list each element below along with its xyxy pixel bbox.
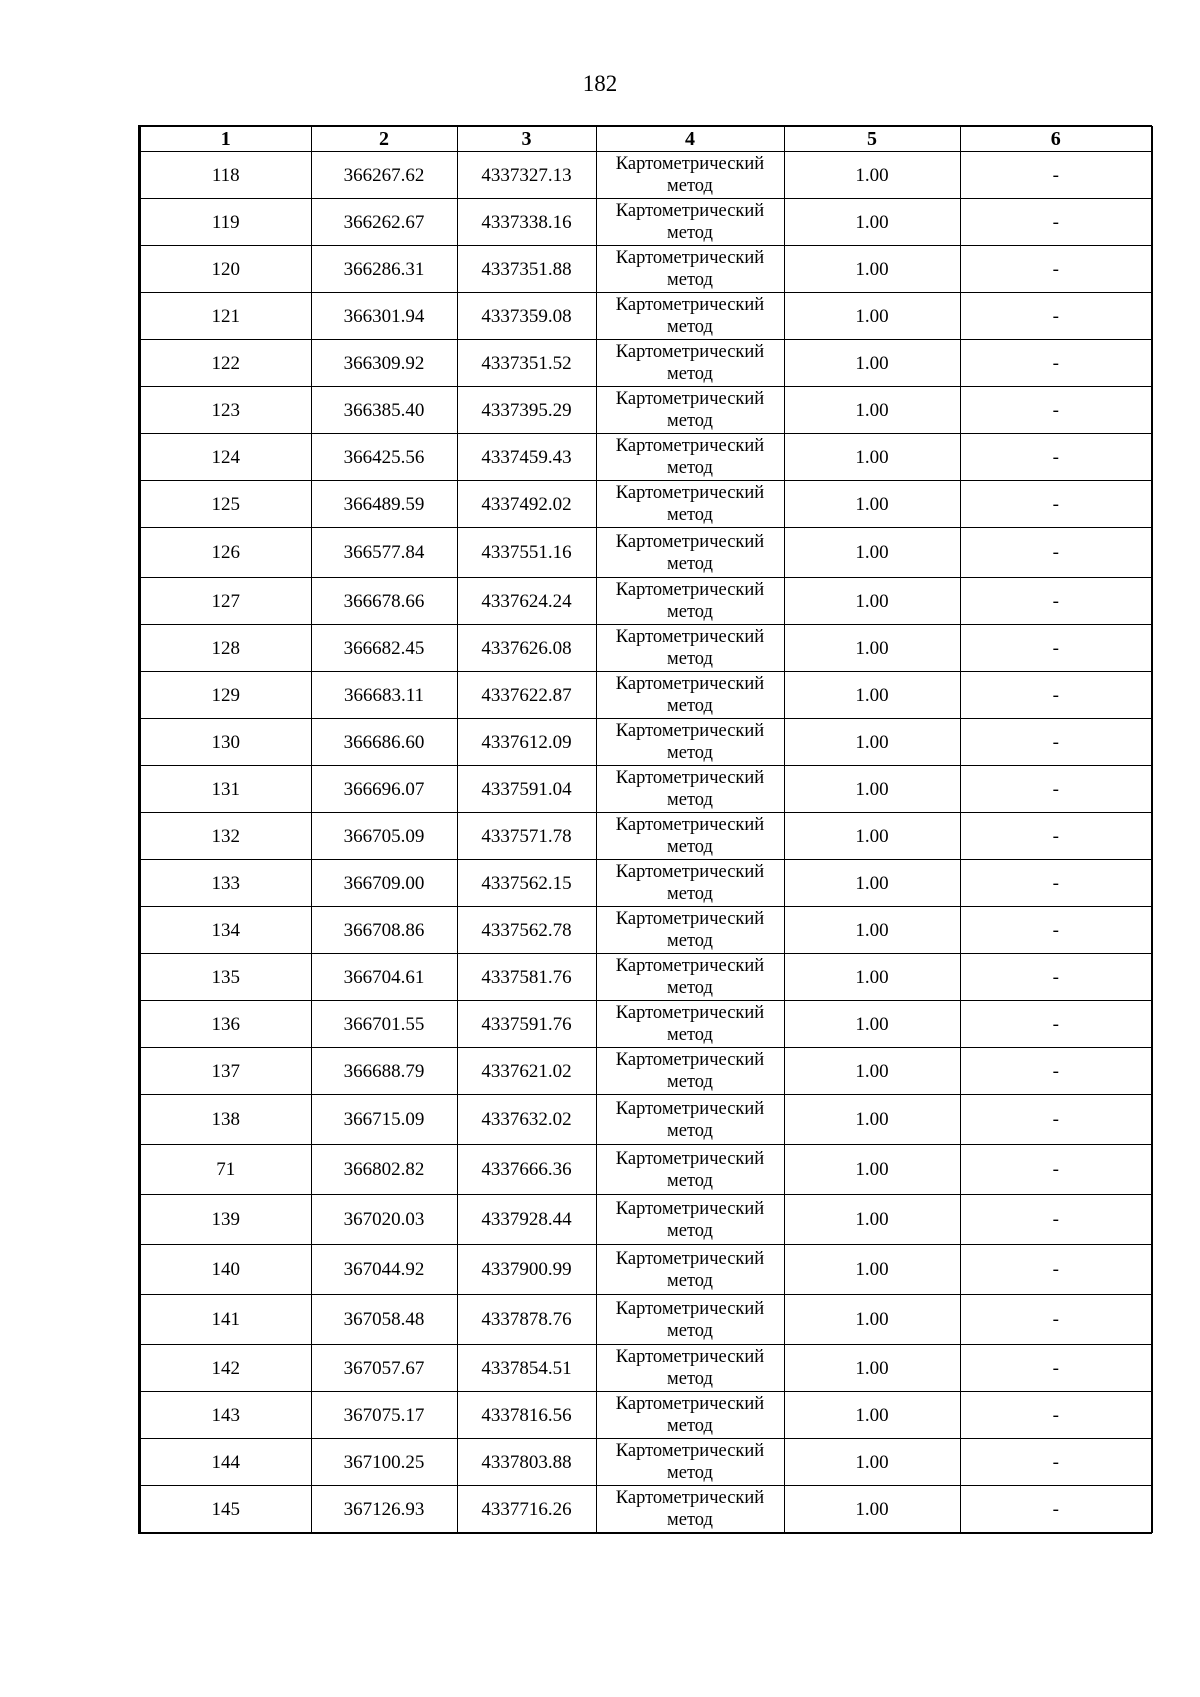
x-coordinate-cell: 366425.56 bbox=[311, 434, 457, 481]
note-cell: - bbox=[960, 1095, 1152, 1145]
x-coordinate-cell: 366683.11 bbox=[311, 672, 457, 719]
y-coordinate-cell: 4337591.04 bbox=[457, 766, 596, 813]
point-number-cell: 141 bbox=[140, 1295, 311, 1345]
note-cell: - bbox=[960, 481, 1152, 528]
y-coordinate-cell: 4337338.16 bbox=[457, 199, 596, 246]
note-cell: - bbox=[960, 1245, 1152, 1295]
accuracy-cell: 1.00 bbox=[784, 152, 960, 199]
y-coordinate-cell: 4337612.09 bbox=[457, 719, 596, 766]
method-line-2: метод bbox=[667, 978, 713, 998]
point-number-cell: 120 bbox=[140, 246, 311, 293]
table-row bbox=[140, 199, 1152, 246]
method-line-1: Картометрический bbox=[615, 580, 765, 600]
method-cell bbox=[596, 1439, 784, 1486]
method-cell bbox=[596, 719, 784, 766]
point-number-cell: 138 bbox=[140, 1095, 311, 1145]
y-coordinate-cell: 4337621.02 bbox=[457, 1048, 596, 1095]
y-coordinate-cell: 4337632.02 bbox=[457, 1095, 596, 1145]
x-coordinate-cell: 366705.09 bbox=[311, 813, 457, 860]
method-line-2: метод bbox=[667, 1025, 713, 1045]
table-row bbox=[140, 481, 1152, 528]
method-cell bbox=[596, 1295, 784, 1345]
accuracy-cell: 1.00 bbox=[784, 293, 960, 340]
method-line-2: метод bbox=[667, 176, 713, 196]
accuracy-cell: 1.00 bbox=[784, 434, 960, 481]
column-header: 2 bbox=[311, 127, 457, 152]
method-line-2: метод bbox=[667, 1072, 713, 1092]
accuracy-cell: 1.00 bbox=[784, 625, 960, 672]
method-line-1: Картометрический bbox=[615, 1441, 765, 1461]
y-coordinate-cell: 4337395.29 bbox=[457, 387, 596, 434]
method-line-2: метод bbox=[667, 1120, 713, 1141]
accuracy-cell: 1.00 bbox=[784, 481, 960, 528]
method-cell bbox=[596, 860, 784, 907]
method-line-1: Картометрический bbox=[615, 201, 765, 221]
method-cell bbox=[596, 1145, 784, 1195]
method-cell bbox=[596, 481, 784, 528]
table-row bbox=[140, 1392, 1152, 1439]
point-number-cell: 123 bbox=[140, 387, 311, 434]
method-cell bbox=[596, 1001, 784, 1048]
coordinates-table bbox=[139, 126, 1153, 1533]
y-coordinate-cell: 4337878.76 bbox=[457, 1295, 596, 1345]
y-coordinate-cell: 4337551.16 bbox=[457, 528, 596, 578]
method-line-1: Картометрический bbox=[615, 1003, 765, 1023]
y-coordinate-cell: 4337928.44 bbox=[457, 1195, 596, 1245]
table-row bbox=[140, 1145, 1152, 1195]
y-coordinate-cell: 4337626.08 bbox=[457, 625, 596, 672]
method-cell bbox=[596, 766, 784, 813]
x-coordinate-cell: 366701.55 bbox=[311, 1001, 457, 1048]
y-coordinate-cell: 4337900.99 bbox=[457, 1245, 596, 1295]
accuracy-cell: 1.00 bbox=[784, 1439, 960, 1486]
method-line-1: Картометрический bbox=[615, 154, 765, 174]
method-line-2: метод bbox=[667, 411, 713, 431]
note-cell: - bbox=[960, 246, 1152, 293]
table-row bbox=[140, 1001, 1152, 1048]
y-coordinate-cell: 4337562.78 bbox=[457, 907, 596, 954]
accuracy-cell: 1.00 bbox=[784, 387, 960, 434]
method-line-1: Картометрический bbox=[615, 1347, 765, 1367]
method-cell bbox=[596, 246, 784, 293]
point-number-cell: 140 bbox=[140, 1245, 311, 1295]
table-row bbox=[140, 578, 1152, 625]
x-coordinate-cell: 366704.61 bbox=[311, 954, 457, 1001]
table-row bbox=[140, 528, 1152, 578]
table-row bbox=[140, 954, 1152, 1001]
x-coordinate-cell: 366489.59 bbox=[311, 481, 457, 528]
y-coordinate-cell: 4337562.15 bbox=[457, 860, 596, 907]
method-line-2: метод bbox=[667, 696, 713, 716]
x-coordinate-cell: 367075.17 bbox=[311, 1392, 457, 1439]
x-coordinate-cell: 367044.92 bbox=[311, 1245, 457, 1295]
method-line-1: Картометрический bbox=[615, 1298, 765, 1319]
method-line-2: метод bbox=[667, 837, 713, 857]
method-line-1: Картометрический bbox=[615, 768, 765, 788]
method-cell bbox=[596, 1095, 784, 1145]
method-cell bbox=[596, 434, 784, 481]
note-cell: - bbox=[960, 1486, 1152, 1533]
x-coordinate-cell: 367058.48 bbox=[311, 1295, 457, 1345]
page-number: 182 bbox=[582, 71, 618, 96]
table-row bbox=[140, 293, 1152, 340]
column-header: 1 bbox=[140, 127, 311, 152]
accuracy-cell: 1.00 bbox=[784, 1145, 960, 1195]
note-cell: - bbox=[960, 199, 1152, 246]
table-row bbox=[140, 813, 1152, 860]
column-header: 3 bbox=[457, 127, 596, 152]
y-coordinate-cell: 4337666.36 bbox=[457, 1145, 596, 1195]
method-line-2: метод bbox=[667, 884, 713, 904]
method-line-2: метод bbox=[667, 505, 713, 525]
method-cell bbox=[596, 387, 784, 434]
point-number-cell: 119 bbox=[140, 199, 311, 246]
accuracy-cell: 1.00 bbox=[784, 1048, 960, 1095]
accuracy-cell: 1.00 bbox=[784, 246, 960, 293]
table-row bbox=[140, 1048, 1152, 1095]
note-cell: - bbox=[960, 1195, 1152, 1245]
method-cell bbox=[596, 813, 784, 860]
point-number-cell: 133 bbox=[140, 860, 311, 907]
note-cell: - bbox=[960, 954, 1152, 1001]
point-number-cell: 131 bbox=[140, 766, 311, 813]
x-coordinate-cell: 367020.03 bbox=[311, 1195, 457, 1245]
point-number-cell: 122 bbox=[140, 340, 311, 387]
point-number-cell: 142 bbox=[140, 1345, 311, 1392]
table-row bbox=[140, 1095, 1152, 1145]
method-line-1: Картометрический bbox=[615, 248, 765, 268]
y-coordinate-cell: 4337581.76 bbox=[457, 954, 596, 1001]
point-number-cell: 118 bbox=[140, 152, 311, 199]
x-coordinate-cell: 366267.62 bbox=[311, 152, 457, 199]
accuracy-cell: 1.00 bbox=[784, 1345, 960, 1392]
point-number-cell: 132 bbox=[140, 813, 311, 860]
point-number-cell: 124 bbox=[140, 434, 311, 481]
method-line-1: Картометрический bbox=[615, 1488, 765, 1508]
method-line-2: метод bbox=[667, 270, 713, 290]
note-cell: - bbox=[960, 672, 1152, 719]
y-coordinate-cell: 4337622.87 bbox=[457, 672, 596, 719]
method-cell bbox=[596, 293, 784, 340]
method-cell bbox=[596, 152, 784, 199]
note-cell: - bbox=[960, 860, 1152, 907]
method-line-1: Картометрический bbox=[615, 531, 765, 552]
method-line-1: Картометрический bbox=[615, 436, 765, 456]
y-coordinate-cell: 4337327.13 bbox=[457, 152, 596, 199]
method-line-2: метод bbox=[667, 602, 713, 622]
accuracy-cell: 1.00 bbox=[784, 1095, 960, 1145]
point-number-cell: 125 bbox=[140, 481, 311, 528]
y-coordinate-cell: 4337854.51 bbox=[457, 1345, 596, 1392]
method-line-2: метод bbox=[667, 931, 713, 951]
y-coordinate-cell: 4337591.76 bbox=[457, 1001, 596, 1048]
point-number-cell: 143 bbox=[140, 1392, 311, 1439]
table-row bbox=[140, 672, 1152, 719]
method-line-1: Картометрический bbox=[615, 389, 765, 409]
table-row bbox=[140, 1295, 1152, 1345]
point-number-cell: 121 bbox=[140, 293, 311, 340]
x-coordinate-cell: 366709.00 bbox=[311, 860, 457, 907]
table-row bbox=[140, 340, 1152, 387]
method-line-1: Картометрический bbox=[615, 627, 765, 647]
accuracy-cell: 1.00 bbox=[784, 860, 960, 907]
x-coordinate-cell: 367126.93 bbox=[311, 1486, 457, 1533]
point-number-cell: 144 bbox=[140, 1439, 311, 1486]
table-row bbox=[140, 1345, 1152, 1392]
method-line-1: Картометрический bbox=[615, 1148, 765, 1169]
point-number-cell: 126 bbox=[140, 528, 311, 578]
method-line-1: Картометрический bbox=[615, 1394, 765, 1414]
method-line-1: Картометрический bbox=[615, 342, 765, 362]
method-cell bbox=[596, 1392, 784, 1439]
point-number-cell: 130 bbox=[140, 719, 311, 766]
method-line-1: Картометрический bbox=[615, 295, 765, 315]
method-cell bbox=[596, 199, 784, 246]
method-line-1: Картометрический bbox=[615, 483, 765, 503]
method-line-2: метод bbox=[667, 458, 713, 478]
method-line-2: метод bbox=[667, 1270, 713, 1291]
note-cell: - bbox=[960, 528, 1152, 578]
column-header: 5 bbox=[784, 127, 960, 152]
y-coordinate-cell: 4337816.56 bbox=[457, 1392, 596, 1439]
method-line-1: Картометрический bbox=[615, 862, 765, 882]
note-cell: - bbox=[960, 813, 1152, 860]
note-cell: - bbox=[960, 1295, 1152, 1345]
point-number-cell: 135 bbox=[140, 954, 311, 1001]
table-row bbox=[140, 434, 1152, 481]
y-coordinate-cell: 4337716.26 bbox=[457, 1486, 596, 1533]
note-cell: - bbox=[960, 434, 1152, 481]
method-cell bbox=[596, 1195, 784, 1245]
x-coordinate-cell: 366682.45 bbox=[311, 625, 457, 672]
method-line-1: Картометрический bbox=[615, 1050, 765, 1070]
table-row bbox=[140, 719, 1152, 766]
y-coordinate-cell: 4337571.78 bbox=[457, 813, 596, 860]
y-coordinate-cell: 4337351.88 bbox=[457, 246, 596, 293]
method-line-1: Картометрический bbox=[615, 674, 765, 694]
accuracy-cell: 1.00 bbox=[784, 813, 960, 860]
table-body bbox=[140, 152, 1152, 1533]
accuracy-cell: 1.00 bbox=[784, 1392, 960, 1439]
x-coordinate-cell: 366686.60 bbox=[311, 719, 457, 766]
method-line-2: метод bbox=[667, 1220, 713, 1241]
point-number-cell: 71 bbox=[140, 1145, 311, 1195]
table-row bbox=[140, 766, 1152, 813]
method-cell bbox=[596, 1048, 784, 1095]
point-number-cell: 139 bbox=[140, 1195, 311, 1245]
table-row bbox=[140, 1195, 1152, 1245]
table-row bbox=[140, 1439, 1152, 1486]
note-cell: - bbox=[960, 1439, 1152, 1486]
table-row bbox=[140, 1486, 1152, 1533]
x-coordinate-cell: 366708.86 bbox=[311, 907, 457, 954]
method-cell bbox=[596, 954, 784, 1001]
method-line-1: Картометрический bbox=[615, 956, 765, 976]
method-cell bbox=[596, 340, 784, 387]
note-cell: - bbox=[960, 293, 1152, 340]
point-number-cell: 129 bbox=[140, 672, 311, 719]
accuracy-cell: 1.00 bbox=[784, 1486, 960, 1533]
x-coordinate-cell: 366385.40 bbox=[311, 387, 457, 434]
accuracy-cell: 1.00 bbox=[784, 907, 960, 954]
y-coordinate-cell: 4337359.08 bbox=[457, 293, 596, 340]
point-number-cell: 136 bbox=[140, 1001, 311, 1048]
point-number-cell: 128 bbox=[140, 625, 311, 672]
accuracy-cell: 1.00 bbox=[784, 1195, 960, 1245]
method-line-1: Картометрический bbox=[615, 909, 765, 929]
method-line-2: метод bbox=[667, 743, 713, 763]
method-line-2: метод bbox=[667, 1463, 713, 1483]
accuracy-cell: 1.00 bbox=[784, 954, 960, 1001]
method-line-2: метод bbox=[667, 649, 713, 669]
method-line-2: метод bbox=[667, 1369, 713, 1389]
accuracy-cell: 1.00 bbox=[784, 578, 960, 625]
method-line-2: метод bbox=[667, 1510, 713, 1530]
accuracy-cell: 1.00 bbox=[784, 1001, 960, 1048]
x-coordinate-cell: 366309.92 bbox=[311, 340, 457, 387]
method-line-2: метод bbox=[667, 790, 713, 810]
method-cell bbox=[596, 578, 784, 625]
x-coordinate-cell: 366802.82 bbox=[311, 1145, 457, 1195]
method-line-2: метод bbox=[667, 553, 713, 574]
method-line-2: метод bbox=[667, 1416, 713, 1436]
x-coordinate-cell: 366688.79 bbox=[311, 1048, 457, 1095]
note-cell: - bbox=[960, 766, 1152, 813]
x-coordinate-cell: 367100.25 bbox=[311, 1439, 457, 1486]
column-header: 6 bbox=[960, 127, 1152, 152]
y-coordinate-cell: 4337492.02 bbox=[457, 481, 596, 528]
y-coordinate-cell: 4337803.88 bbox=[457, 1439, 596, 1486]
method-cell bbox=[596, 672, 784, 719]
method-line-1: Картометрический bbox=[615, 1198, 765, 1219]
point-number-cell: 137 bbox=[140, 1048, 311, 1095]
note-cell: - bbox=[960, 578, 1152, 625]
method-line-1: Картометрический bbox=[615, 1098, 765, 1119]
method-cell bbox=[596, 625, 784, 672]
method-line-2: метод bbox=[667, 364, 713, 384]
accuracy-cell: 1.00 bbox=[784, 1295, 960, 1345]
note-cell: - bbox=[960, 1392, 1152, 1439]
coordinates-table-frame bbox=[138, 125, 1152, 1534]
table-row bbox=[140, 860, 1152, 907]
note-cell: - bbox=[960, 340, 1152, 387]
accuracy-cell: 1.00 bbox=[784, 766, 960, 813]
accuracy-cell: 1.00 bbox=[784, 340, 960, 387]
table-row bbox=[140, 1245, 1152, 1295]
note-cell: - bbox=[960, 1001, 1152, 1048]
column-header: 4 bbox=[596, 127, 784, 152]
method-cell bbox=[596, 528, 784, 578]
accuracy-cell: 1.00 bbox=[784, 719, 960, 766]
table-row bbox=[140, 246, 1152, 293]
x-coordinate-cell: 366262.67 bbox=[311, 199, 457, 246]
note-cell: - bbox=[960, 152, 1152, 199]
accuracy-cell: 1.00 bbox=[784, 199, 960, 246]
accuracy-cell: 1.00 bbox=[784, 1245, 960, 1295]
method-cell bbox=[596, 1486, 784, 1533]
x-coordinate-cell: 366301.94 bbox=[311, 293, 457, 340]
point-number-cell: 134 bbox=[140, 907, 311, 954]
method-line-2: метод bbox=[667, 1170, 713, 1191]
method-line-1: Картометрический bbox=[615, 1248, 765, 1269]
table-row bbox=[140, 625, 1152, 672]
method-cell bbox=[596, 1345, 784, 1392]
x-coordinate-cell: 366286.31 bbox=[311, 246, 457, 293]
x-coordinate-cell: 367057.67 bbox=[311, 1345, 457, 1392]
note-cell: - bbox=[960, 625, 1152, 672]
note-cell: - bbox=[960, 907, 1152, 954]
method-line-1: Картометрический bbox=[615, 721, 765, 741]
x-coordinate-cell: 366696.07 bbox=[311, 766, 457, 813]
method-line-2: метод bbox=[667, 1320, 713, 1341]
note-cell: - bbox=[960, 387, 1152, 434]
method-cell bbox=[596, 1245, 784, 1295]
table-row bbox=[140, 387, 1152, 434]
y-coordinate-cell: 4337351.52 bbox=[457, 340, 596, 387]
x-coordinate-cell: 366678.66 bbox=[311, 578, 457, 625]
point-number-cell: 145 bbox=[140, 1486, 311, 1533]
y-coordinate-cell: 4337624.24 bbox=[457, 578, 596, 625]
table-row bbox=[140, 907, 1152, 954]
x-coordinate-cell: 366577.84 bbox=[311, 528, 457, 578]
method-line-2: метод bbox=[667, 317, 713, 337]
method-line-1: Картометрический bbox=[615, 815, 765, 835]
note-cell: - bbox=[960, 1048, 1152, 1095]
table-header-row bbox=[140, 127, 1152, 152]
note-cell: - bbox=[960, 719, 1152, 766]
note-cell: - bbox=[960, 1145, 1152, 1195]
method-cell bbox=[596, 907, 784, 954]
note-cell: - bbox=[960, 1345, 1152, 1392]
accuracy-cell: 1.00 bbox=[784, 672, 960, 719]
method-line-2: метод bbox=[667, 223, 713, 243]
y-coordinate-cell: 4337459.43 bbox=[457, 434, 596, 481]
x-coordinate-cell: 366715.09 bbox=[311, 1095, 457, 1145]
point-number-cell: 127 bbox=[140, 578, 311, 625]
table-row bbox=[140, 152, 1152, 199]
accuracy-cell: 1.00 bbox=[784, 528, 960, 578]
